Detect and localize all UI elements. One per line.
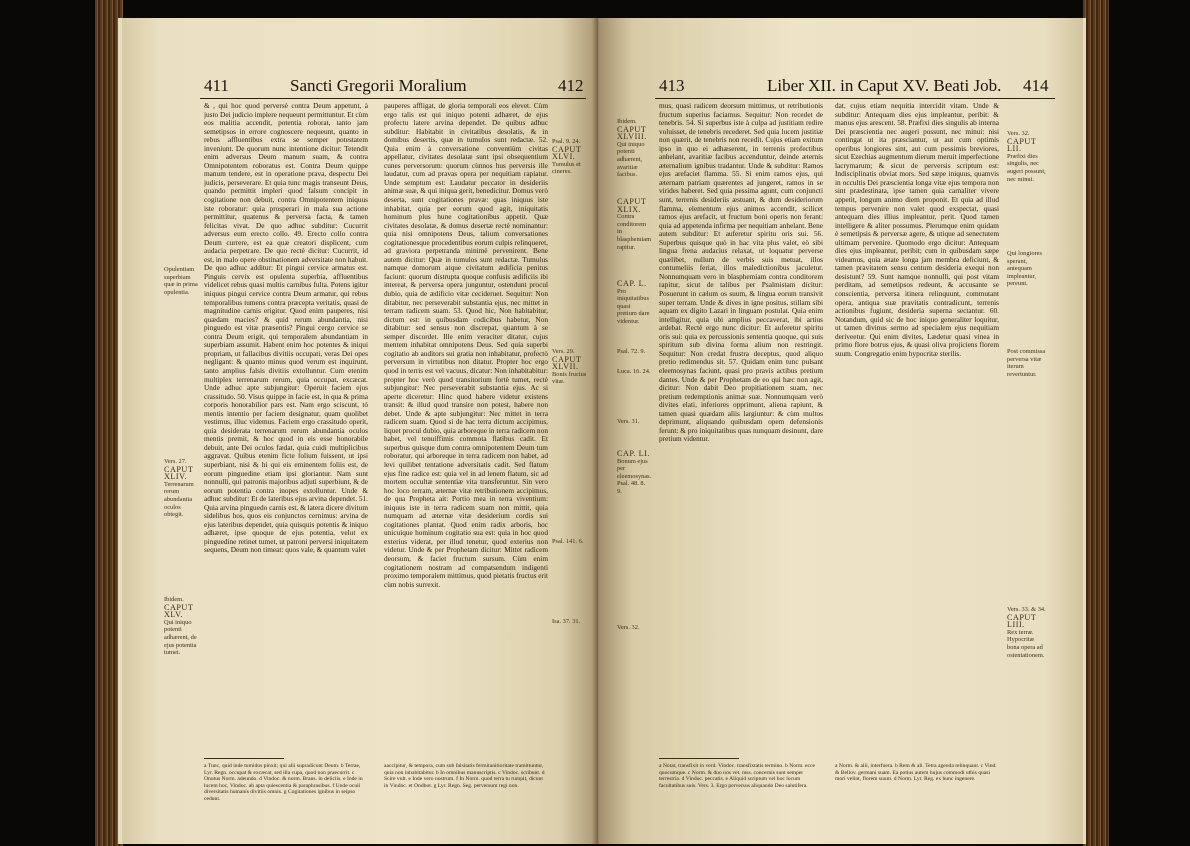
- text-column: [659, 102, 823, 762]
- verse-ref: Ibidem.: [617, 118, 637, 125]
- footnotes: aaccipitur, & tempora, cum sub falsitatis fermitanitioritate tramittuntur, quia non inhabitabitur. b In omnibus manuscriptis. c Vindoc. scribunt. d Scire vult. e Inde vero nostrum. f In Norm. quod terra tu rumpit, dicunt in Vindoc. et Ondbot. g Lyr. Regn. Seg. perversum regi non.: [384, 763, 545, 789]
- page-number: 413: [659, 76, 685, 95]
- verse-ref: Psal. 9. 24.: [552, 138, 581, 145]
- verse-ref: Psal. 72. 9.: [617, 348, 646, 355]
- margin-note: Post commissa perversa vitæ iterum revertuntur.: [1007, 348, 1046, 378]
- text-column: [835, 102, 999, 762]
- margin-note: [552, 618, 588, 626]
- verse-ref: Vers. 33. & 34.: [1007, 606, 1046, 613]
- footnotes: a Norm. & alii, interfuera. b Rem & ali. Tetra agenda relinquant. c Vind. & Bellov. germani suam. Ea potius autem hujus commodi uthis quasi mori velint, florem suum. d Norm. Lyr. Reg. ex hunc ingenere.: [835, 763, 997, 783]
- header-rule: [655, 98, 1055, 99]
- right-page-edges: [1083, 0, 1109, 846]
- margin-note: CAP. LI. Bonum ejus per eleemosynas. Psal. 48. 8. 9.: [617, 450, 651, 495]
- verse-ref: Psal. 48. 8. 9.: [617, 480, 646, 495]
- margin-note: CAP. L. Pro iniquitatibus quasi pretium dare videntur.: [617, 280, 650, 325]
- left-running-head: [122, 76, 598, 98]
- verse-ref: Psal. 141. 6.: [552, 538, 584, 545]
- margin-note: [617, 368, 651, 376]
- header-rule: [200, 98, 586, 99]
- margin-note: [552, 538, 588, 546]
- verse-ref: Isa. 37. 31.: [552, 618, 581, 625]
- verse-ref: Vers. 32.: [1007, 130, 1030, 137]
- body-text: & , qui hoc quod perversè contra Deum appetunt, à justo Dei judicio implere nequeunt permittuntur. Et cùm eos malitia accendit, potentia roborat, tanto jam semetipsos in errore cognoscere nequeunt, quanto in rebus affluentibus extra se semper potestatem inveniunt. De quorum nunc intentione dicitur: Tetendit enim adversus Deum manum suam, & contra Omnipotentem roboratus est. Contra Deum quippe manum tendere, est in operatione prava, despectu Dei judicis, perseverare. Et quia tunc magis transeunt Deus, quando permittit impleri quod falsum concipit in cogitatione non debuit, contra Omnipotentem iniquus iste roboratur: quia prosperari in mala sua actione permittitur, quatenus & perversa facta, & tamen felicitas vivat. De quo adhuc subditur: Cucurrit adversus eum erecto collo. 49. Erecto collo contra Deum currere, est ea quæ creatori displicent, cum audacia perpetrare. De quo rectè dicitur: Cucurrit, id est, in malo opere obstinationem adversitate non habuit. De quo adhuc additur: Et pingui cervice armatus est. Pinguis cervix est opulenta superbia, affluentibus videlicet rebus quasi multis carnibus fulta. Potens igitur iniquus pingui cervice contra Deum armatur, qui rebus temporalibus tumens contra præcepta veritatis, quasi de magnitudine carnis erigitur. Quod enim pauperes, nisi quædam macies? & quid rerum abundantia, nisi pinguedo est vitæ præsentis? Pingui cergo cervice se contra Deum erigit, qui temporalem abundantiam in superbiam assumit. Habent enim hoc potentes & iniqui propriam, ut fallacibus divitiis occupati, veras Dei opes negligant: & quanto minus quod verum est inquirunt, tanto amplius falsis divitiis extolluntur. Cum etenim multiplex terrenarum rerum, quia occupat, excæcat. Unde adhuc apte subjungitur: Operuit faciem ejus crassitudo. 50. Visus quippe in facie est, in qua & prima corporis honorabilior pars est. Nam ergo sciscunt, tó mentis intentio per faciem designatur, quam quolibet vestimus, illuc videmus. Faciem ergo crassitudo operit, quia desiderata terrenarum rerum abundantia oculos mentis premit, & hoc quod in eis esse honorabile debuit, ante Dei oculos fædat, quia cuidi multiplicibus aggravat. Quibus etenim ficte folium fuissent, ut ipsi superbiant, nisi & hi qui eis eminentem foliis est, de eorum pinguedine etiam ipsi gloriantur. Nam sunt nonnulli, qui patronis majoribus adjuti superbiunt, & de eorum potentia contra inopes extolluntur. Unde & adhuc subditur: Et de lateribus ejus arvina dependet. 51. Quia arvina pinguedo carnis est, & latera dicere divitum sidelibus hos, quos eis conjunctos cernimus: arvina de ejus lateribus dependet, quia quisquis potentis & iniquo adhæret, ipse quoque de ejus potentia, velut ex pinguedine retinet tumet, ut patroni perversi iniquitatem sequens, Deum non timeat: quos vale, & quantum valet: [204, 102, 368, 555]
- verse-ref: Luca. 16. 24.: [617, 368, 651, 375]
- margin-note: [617, 624, 651, 632]
- page-number: 414: [1023, 76, 1049, 95]
- margin-note: Vers. 33. & 34. CAPUT LIII. Rex terræ. Hypocritæ bona opera ad ostentationem.: [1007, 606, 1046, 659]
- page-number: 411: [204, 76, 229, 95]
- verse-ref: Vers. 27.: [164, 458, 187, 465]
- margin-note: Vers. 27. CAPUT XLIV. Terrenarum rerum abundantia oculos obtegit.: [164, 458, 198, 519]
- margin-note: Psal. 9. 24. CAPUT XLVI. Tumulus et cineres.: [552, 138, 588, 176]
- body-text: dat, cujus etiam nequitia intercidit vitam. Unde & subditur: Antequam dies ejus impleantur, peribit: & manus ejus arescent. 58. Præfixi dies singulis ab interna Dei præscientia nec augeri possunt, nec minui: nisi contingat ut ita præsciantur, ut aut cum optimis operibus longiores sint, aut cum pessimis breviores, sicut Ezechias augmentum dierum meruit imperfectione lacrymarum; & sicut de perversis scriptum est: Indisciplinatis obviat mors. Sed sæpe iniquus, quamvis in occultis Dei præscientia longa vitæ ejus tempora non sint prædestinata, ipse tamen quia carnaliter vivere appetit, longum animo diem proponit. Et quia ad illud tempus pervenire non valet quod exspectat, quasi antequam dies illius impleantur, perit. Quod tamen intelligere & aliter possumus. Plerumque enim quidam è semetipsis & perversæ agere, & utique ad senectutem ultimam pervenire. Quomodo ergo dicitur: Antequam dies ejus impleantur, peribit; cum in quibusdam sæpe videamus, quia ætate longa jam membra deficiunt, & tamen pravitatem sensu centum desideria exequi non desistunt? 59. Sunt namque nonnulli, qui post vitam perditam, ad semetipsos redeunt, & accusante se conscientia, perversa itinera relinquunt, commutant opera, antiqua suæ pravitatis contradicunt, terrenis actionibus fugiunt, desideria superna sectantur. 60. Notandum, quid sic de hoc iniquo generaliter loquitur, ut tamen divinus sermo ad specialem ejus nequitiam deriveetur. Qui enim divites, Lædetur quasi vinea in primo flore botrus ejus, & quasi oliva projiciens florem suum. Congregatio enim hypocritæ sterilis.: [835, 102, 999, 358]
- verse-ref: Vers. 31.: [617, 418, 640, 425]
- verse-ref: Vers. 32.: [617, 624, 640, 631]
- margin-note: [617, 418, 651, 426]
- text-column: [384, 102, 548, 762]
- footnotes: a Tunc, quid inde tumidus pinxit; qui alii supradicunt Deum. b Terrae, Lyr. Regn. occupat & excæcat, sed illa cupa, quod non praecurrit. c Onutus Norm. adeundo. d Vindoc. & norm. Brans. in deliciis. e Inde in lucem hoc, Vindoc. ab apta quiescentia & paraphrasibus. f Unde oculi diversitatis humanis divitiis omnis. g Cogitationes ignibus in seipso cedunt.: [204, 763, 363, 802]
- margin-note: Ibidem. CAPUT XLVIII. Qui iniquo potenti adhærent, avaritiæ facibus.: [617, 118, 651, 179]
- verse-ref: Vers. 29.: [552, 348, 575, 355]
- margin-note: Opulentiam superbiam quæ in prima opulentia.: [164, 266, 198, 296]
- margin-note: Vers. 29. CAPUT XLVII. Bonis fructus vitæ.: [552, 348, 587, 386]
- running-title: Liber XII. in Caput XV. Beati Job.: [767, 76, 1002, 95]
- margin-note: Ibidem. CAPUT XLV. Qui iniquo potenti adhærent, de ejus potentia tumet.: [164, 596, 197, 657]
- left-page: [122, 18, 598, 844]
- text-column: [204, 102, 368, 762]
- open-book: [118, 18, 1086, 844]
- margin-note: CAPUT XLIX. Contra conditorem in blasphemiam rapitur.: [617, 198, 651, 251]
- right-page: [599, 18, 1083, 844]
- margin-note: [617, 348, 651, 356]
- margin-note: Qui longiores sperant, antequam impleantur, pereunt.: [1007, 250, 1042, 288]
- margin-note: Vers. 32. CAPUT LII. Præfixi dies singulis, nec augeri possunt, nec minui.: [1007, 130, 1046, 183]
- footnotes: a Notat, transfixit in verd. Vindoc. transfixtatis termino. b Norm. ecce quocumque. c Norm. & duo nos vet. mss. concernis sunt semper terrestria. d Vindoc. peccatis. e Aliquid scriptum vel hoc locum facultatibus suis. Vers. 3. Ergo perversus aliquando Deo salutifera.: [659, 763, 815, 789]
- body-text: pauperes affligat, de gloria temporali eos elevet. Cùm ergo talis est qui iniquo potenti adhæret, de ejus profectu latere arvina dependet. De quibus adhuc subditur: Habitabit in civitatibus desolatis, & in domibus desertis, quæ in tumulos sunt redactæ. 52. Quia enim à conversatione conventiùm civitas appellatur, civitates desolatæ sunt ipsi obsequentium cunes perversorum: quorum cùnnos hus perversis ille laudatur, cum ad pravas opera per nequitiam rapiatur. Unde semptum est: Laudatur peccator in desideriis animæ suæ, & qui iniqua gerit, benedicitur. Domus verò deserta, sunt cogitationes pravæ: quas iniquus iste inhabitat, quia per eorum quod agit, iniquitatis hominum plus hune cogitationibus appetit. Quæ civitates desolatæ, & domus desertæ rectè nominantur: quia nisi omnipotens Deus, talium conversationes cogitationesque procedentibus eorum culpis relinqueret, ad graviora perpetranda minimè pervenirent. Bene autem dicitur: Quæ in tumulos sunt redactæ. Tumulus namque domorum atque civitatum ædificia penitus faciunt: quorum distrupta quoque confusis ædificiis ibi intereat, & perversa opera junguntur, ostendunt procul dubio, quia de ædificio vitæ cecideruet. Sequitur: Non ditabitur, nec perseverabit substantia ejus, nec mittet in terram radicem suam. 53. Quod hic, Non habitabitur, dictum est: in quibusdam codicibus habetur, Non ditabitur: sed sensus non discrepat, quantum à se semper discordet. Ille enim veraciter ditatur, cujus mentem inhabitat omnipotens Deus. Sed quia superbi cogitatio ab auditors sui gratia non inhabitatur, profectò perversum in virtutibus non ditatur. Propter hoc ergo quod in terris est vel vacuus, dicatur: Non inhabitabitur: propter hoc verò quod transitorium fortè tumet, rectè subjungitur: Nec perseverabit substantia ejus. Ac si aperte diceretur: Hinc quod habere videtur existens transit: & illud quod transire non potest, habere non debet. Unde & apte subjungitur: Nec mittet in terra radicem suam. Quod si de hac terra dictum accipimus, liquet procul dubio, quia arboreque in terra radicem non habet, vel tenuiffimis commota flatibus cadit. Et superbus quisque dum contra omnipotentem Deum tum roboratur, qui arboreque in terra radicem non habet, ad levi quilibet tentatione adversitatis cadit. Sed flatum ejus fine radice est: quia vel in ad lenem flatum, sic ad mortem occultæ sententiæ vita transferuntur. Sin vero hoc loco terram, æternæ vitæ retributionem accipimus, de qua Propheta ait: Portio mea in terra viventium: iniquus iste in terra radicem suam non mittit, quia numquam ad æternæ vitæ desiderium cordis sui cogitationes plantat. Quod enim radix arboris, hoc unicuique hominum cogitatio sua est: quia in hoc quod exterius viderat, per illud tenetur, quod exterius non videtur. Unde & per Prophetam dicitur: Mittet radicem deorsum, & faciet fructum sursum. Cùm enim cogitationem nostram ad compatsendum indigenti proximo temporalem mittimus, quod pietatis fructus erit cùm nobis surrexit.: [384, 102, 548, 589]
- footnote-rule: [659, 758, 739, 759]
- verse-ref: Ibidem.: [164, 596, 184, 603]
- running-title: Sancti Gregorii Moralium: [290, 76, 467, 95]
- body-text: mus, quasi radicem deorsum mittimus, ut retributionis fructum superius faciamus. Sequitur: Non recedet de tenebris. 54. Si superbus iste à culpa ad justitiam redire voluisset, de tenebris recederet. Sed quia lucem justitiæ non quærit, de tenebris non recedit. Cujus etiam exitum ipso in quo ei adhæserent, in terrenis profectibus anhelant, avaritiæ facibus accenduntur, deinde æternis æternalium ignibus tradantur. Unde & subditur: Ramos ejus arefaciet flamma. 55. Si enim ramos ejus, qui æternam patriam quærentes ad jungeret, ramos in se virides haberet. Sed quia pessima agunt, cum conjuncti sunt, terrenis desideriis æstuant, & dum desideriorum flamma, elementum ejus animos accendit, scilicet ramos ejus arefacit, ut fructum boni operis non ferant: quia ad appetenda infirma per nequitiam anhelant. Bene autem subditur: Et auferetur spiritu oris sui. 56. Superbus quisque quò in hac vita plus valet, eò sibi lingua frena audacius relaxat, ut loquatur perverse quælibet, nullum de verbis suis metuat, illos contumeliis feriat, illos maledictionibus jaculetur. Nonnumquam vero in blasphemiam contra conditorem rapitur, sicut de talibus per Psalmistam dicitur: Posuerunt in cælum os suum, & lingua eorum transivit super terram. Unde & dives in igne positus, stillam sibi aquam ex digito Lazari in linguam postulat. Quia enim intelligitur, quia ubi amplius peccaverat, ibi artius ardebat. Rectè ergo nunc dicitur: Et auferetur spiritu oris sui: quia ex percussionis sententia quoque, qui suis spiritum sub divina forma alium non restringit. Sequitur: Non credat frustra deceptus, quod aliquo pretio redimendus sit. 57. Quidam enim tunc pulsant eleemosynas faciunt, quasi pro pravis actibus pretium dantes. Unde & per Prophetam de eo qui hæc non agit, dicitur: Non dabit Deo propitiationem suam, nec pretium redemptionis animæ suæ. Nonnumquam verò divites elati, inferiores opprimunt, aliena rapiunt, & tamen quasi quædam aliis largiuntur: & cùm multos deprimunt, aliquando quibusdam opem defensionis ferunt: & pro iniquitatibus quas nunquam desinunt, dare pretium videntur.: [659, 102, 823, 444]
- page-number: 412: [558, 76, 584, 95]
- footnote-rule: [204, 758, 284, 759]
- right-running-head: [599, 76, 1083, 98]
